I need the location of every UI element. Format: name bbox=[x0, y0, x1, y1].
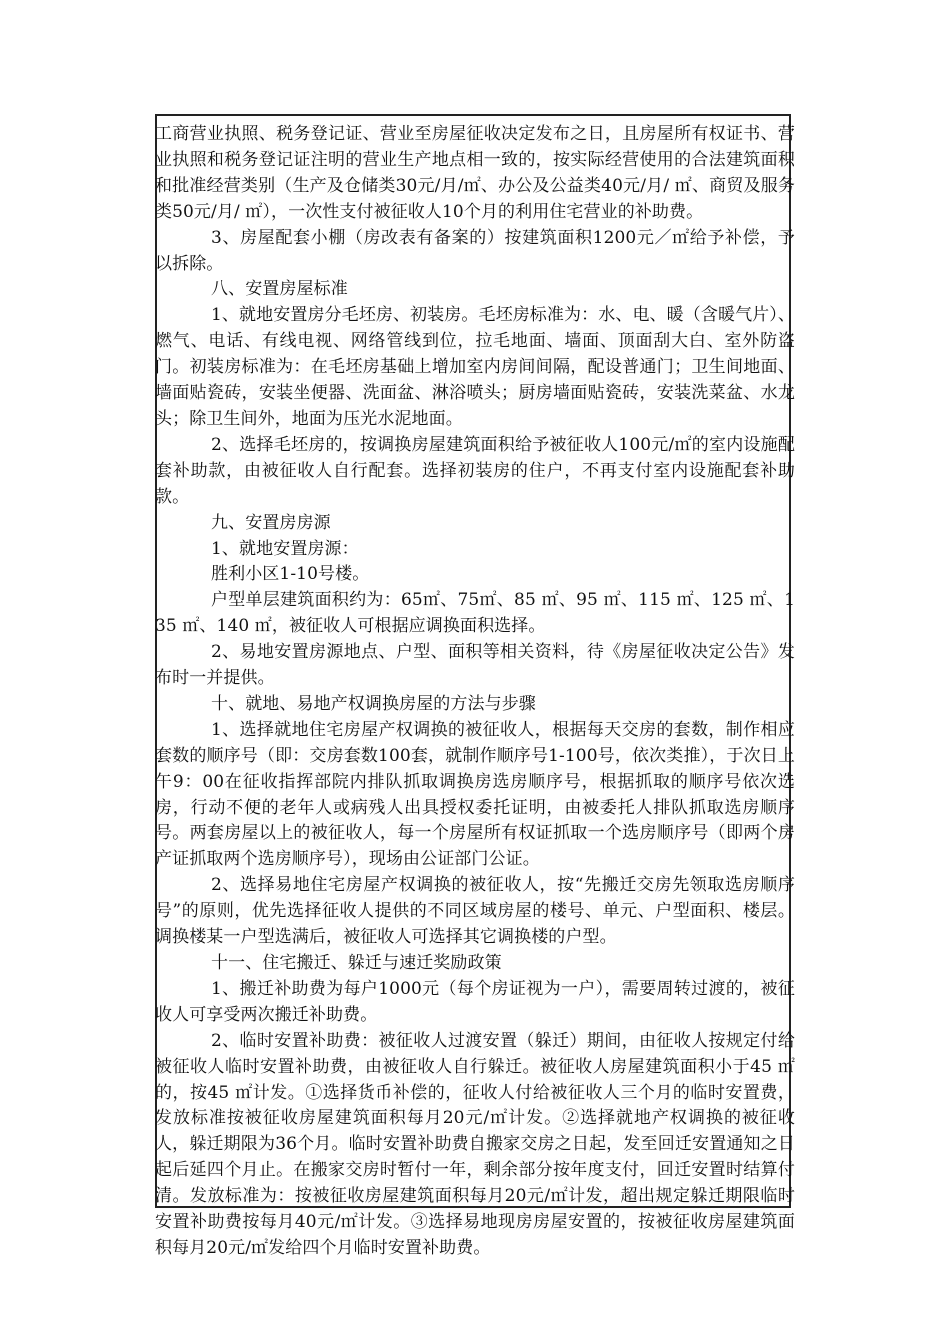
paragraph-shed-compensation: 3、房屋配套小棚（房改表有备案的）按建筑面积1200元／㎡给予补偿，予以拆除。 bbox=[155, 227, 795, 274]
paragraph-moving-subsidy: 1、搬迁补助费为每户1000元（每个房证视为一户），需要周转过渡的，被征收人可享受两次搬迁补助费。 bbox=[155, 978, 795, 1025]
paragraph-unit-areas: 户型单层建筑面积约为：65㎡、75㎡、85 ㎡、95 ㎡、115 ㎡、125 ㎡、135 ㎡、140 ㎡，被征收人可根据应调换面积选择。 bbox=[155, 590, 795, 637]
section-heading-exchange-method: 十、就地、易地产权调换房屋的方法与步骤 bbox=[211, 693, 536, 714]
paragraph-business-subsidy: 工商营业执照、税务登记证、营业至房屋征收决定发布之日，且房屋所有权证书、营业执照和税务登记证注明的营业生产地点相一致的，按实际经营使用的合法建筑面积和批准经营类别（生产及仓储类30元/月/㎡、办公及公益类40元/月/ ㎡、商贸及服务类50元/月/ ㎡），一次性支付被征收人10个月的利用住宅营业的补助费。 bbox=[155, 124, 795, 222]
paragraph-local-exchange: 1、选择就地住宅房屋产权调换的被征收人，根据每天交房的套数，制作相应套数的顺序号（即：交房套数100套，就制作顺序号1-100号，依次类推），于次日上午9：00在征收指挥部院内排队抓取调换房选房顺序号，根据抓取的顺序号依次选房，行动不便的老年人或病残人出具授权委托证明，由被委托人排队抓取选房顺序号。两套房屋以上的被征收人，每一个房屋所有权证抓取一个选房顺序号（即两个房产证抓取两个选房顺序号），现场由公证部门公证。 bbox=[155, 719, 795, 870]
paragraph-community-buildings: 胜利小区1-10号楼。 bbox=[211, 564, 370, 585]
section-heading-housing-source: 九、安置房房源 bbox=[211, 512, 331, 533]
paragraph-offsite-exchange: 2、选择易地住宅房屋产权调换的被征收人，按“先搬迁交房先领取选房顺序号”的原则，优先选择征收人提供的不同区域房屋的楼号、单元、户型面积、楼层。调换楼某一户型选满后，被征收人可选择其它调换楼的户型。 bbox=[155, 875, 795, 948]
paragraph-local-source: 1、就地安置房源： bbox=[211, 538, 359, 559]
section-heading-resettlement-standard: 八、安置房屋标准 bbox=[211, 279, 348, 300]
section-heading-relocation-policy: 十一、住宅搬迁、躲迁与速迁奖励政策 bbox=[211, 953, 502, 973]
document-body bbox=[157, 122, 793, 1262]
paragraph-offsite-source: 2、易地安置房源地点、户型、面积等相关资料，待《房屋征收决定公告》发布时一并提供。 bbox=[155, 642, 795, 689]
paragraph-housing-types: 1、就地安置房分毛坯房、初装房。毛坯房标准为：水、电、暖（含暖气片）、燃气、电话、有线电视、网络管线到位，拉毛地面、墙面、顶面刮大白、室外防盗门。初装房标准为：在毛坯房基础上增加室内房间间隔，配设普通门；卫生间地面、墙面贴瓷砖，安装坐便器、洗面盆、淋浴喷头；厨房墙面贴瓷砖，安装洗菜盆、水龙头；除卫生间外，地面为压光水泥地面。 bbox=[155, 305, 795, 429]
paragraph-facility-subsidy: 2、选择毛坯房的，按调换房屋建筑面积给予被征收人100元/㎡的室内设施配套补助款，由被征收人自行配套。选择初装房的住户，不再支付室内设施配套补助款。 bbox=[155, 434, 795, 507]
paragraph-temporary-subsidy: 2、临时安置补助费：被征收人过渡安置（躲迁）期间，由征收人按规定付给被征收人临时安置补助费，由被征收人自行躲迁。被征收人房屋建筑面积小于45 ㎡的，按45 ㎡计发。①选择货币补偿的，征收人付给被征收人三个月的临时安置费，发放标准按被征收房屋建筑面积每月20元/㎡计发。②选择就地产权调换的被征收人，躲迁期限为36个月。临时安置补助费自搬家交房之日起，发至回迁安置通知之日起后延四个月止。在搬家交房时暂付一年，剩余部分按年度支付，回迁安置时结算付清。发放标准为：按被征收房屋建筑面积每月20元/㎡计发，超出规定躲迁期限临时安置补助费按每月40元/㎡计发。③选择易地现房房屋安置的，按被征收房屋建筑面积每月20元/㎡发给四个月临时安置补助费。 bbox=[155, 1030, 795, 1258]
document-frame bbox=[155, 114, 795, 1258]
